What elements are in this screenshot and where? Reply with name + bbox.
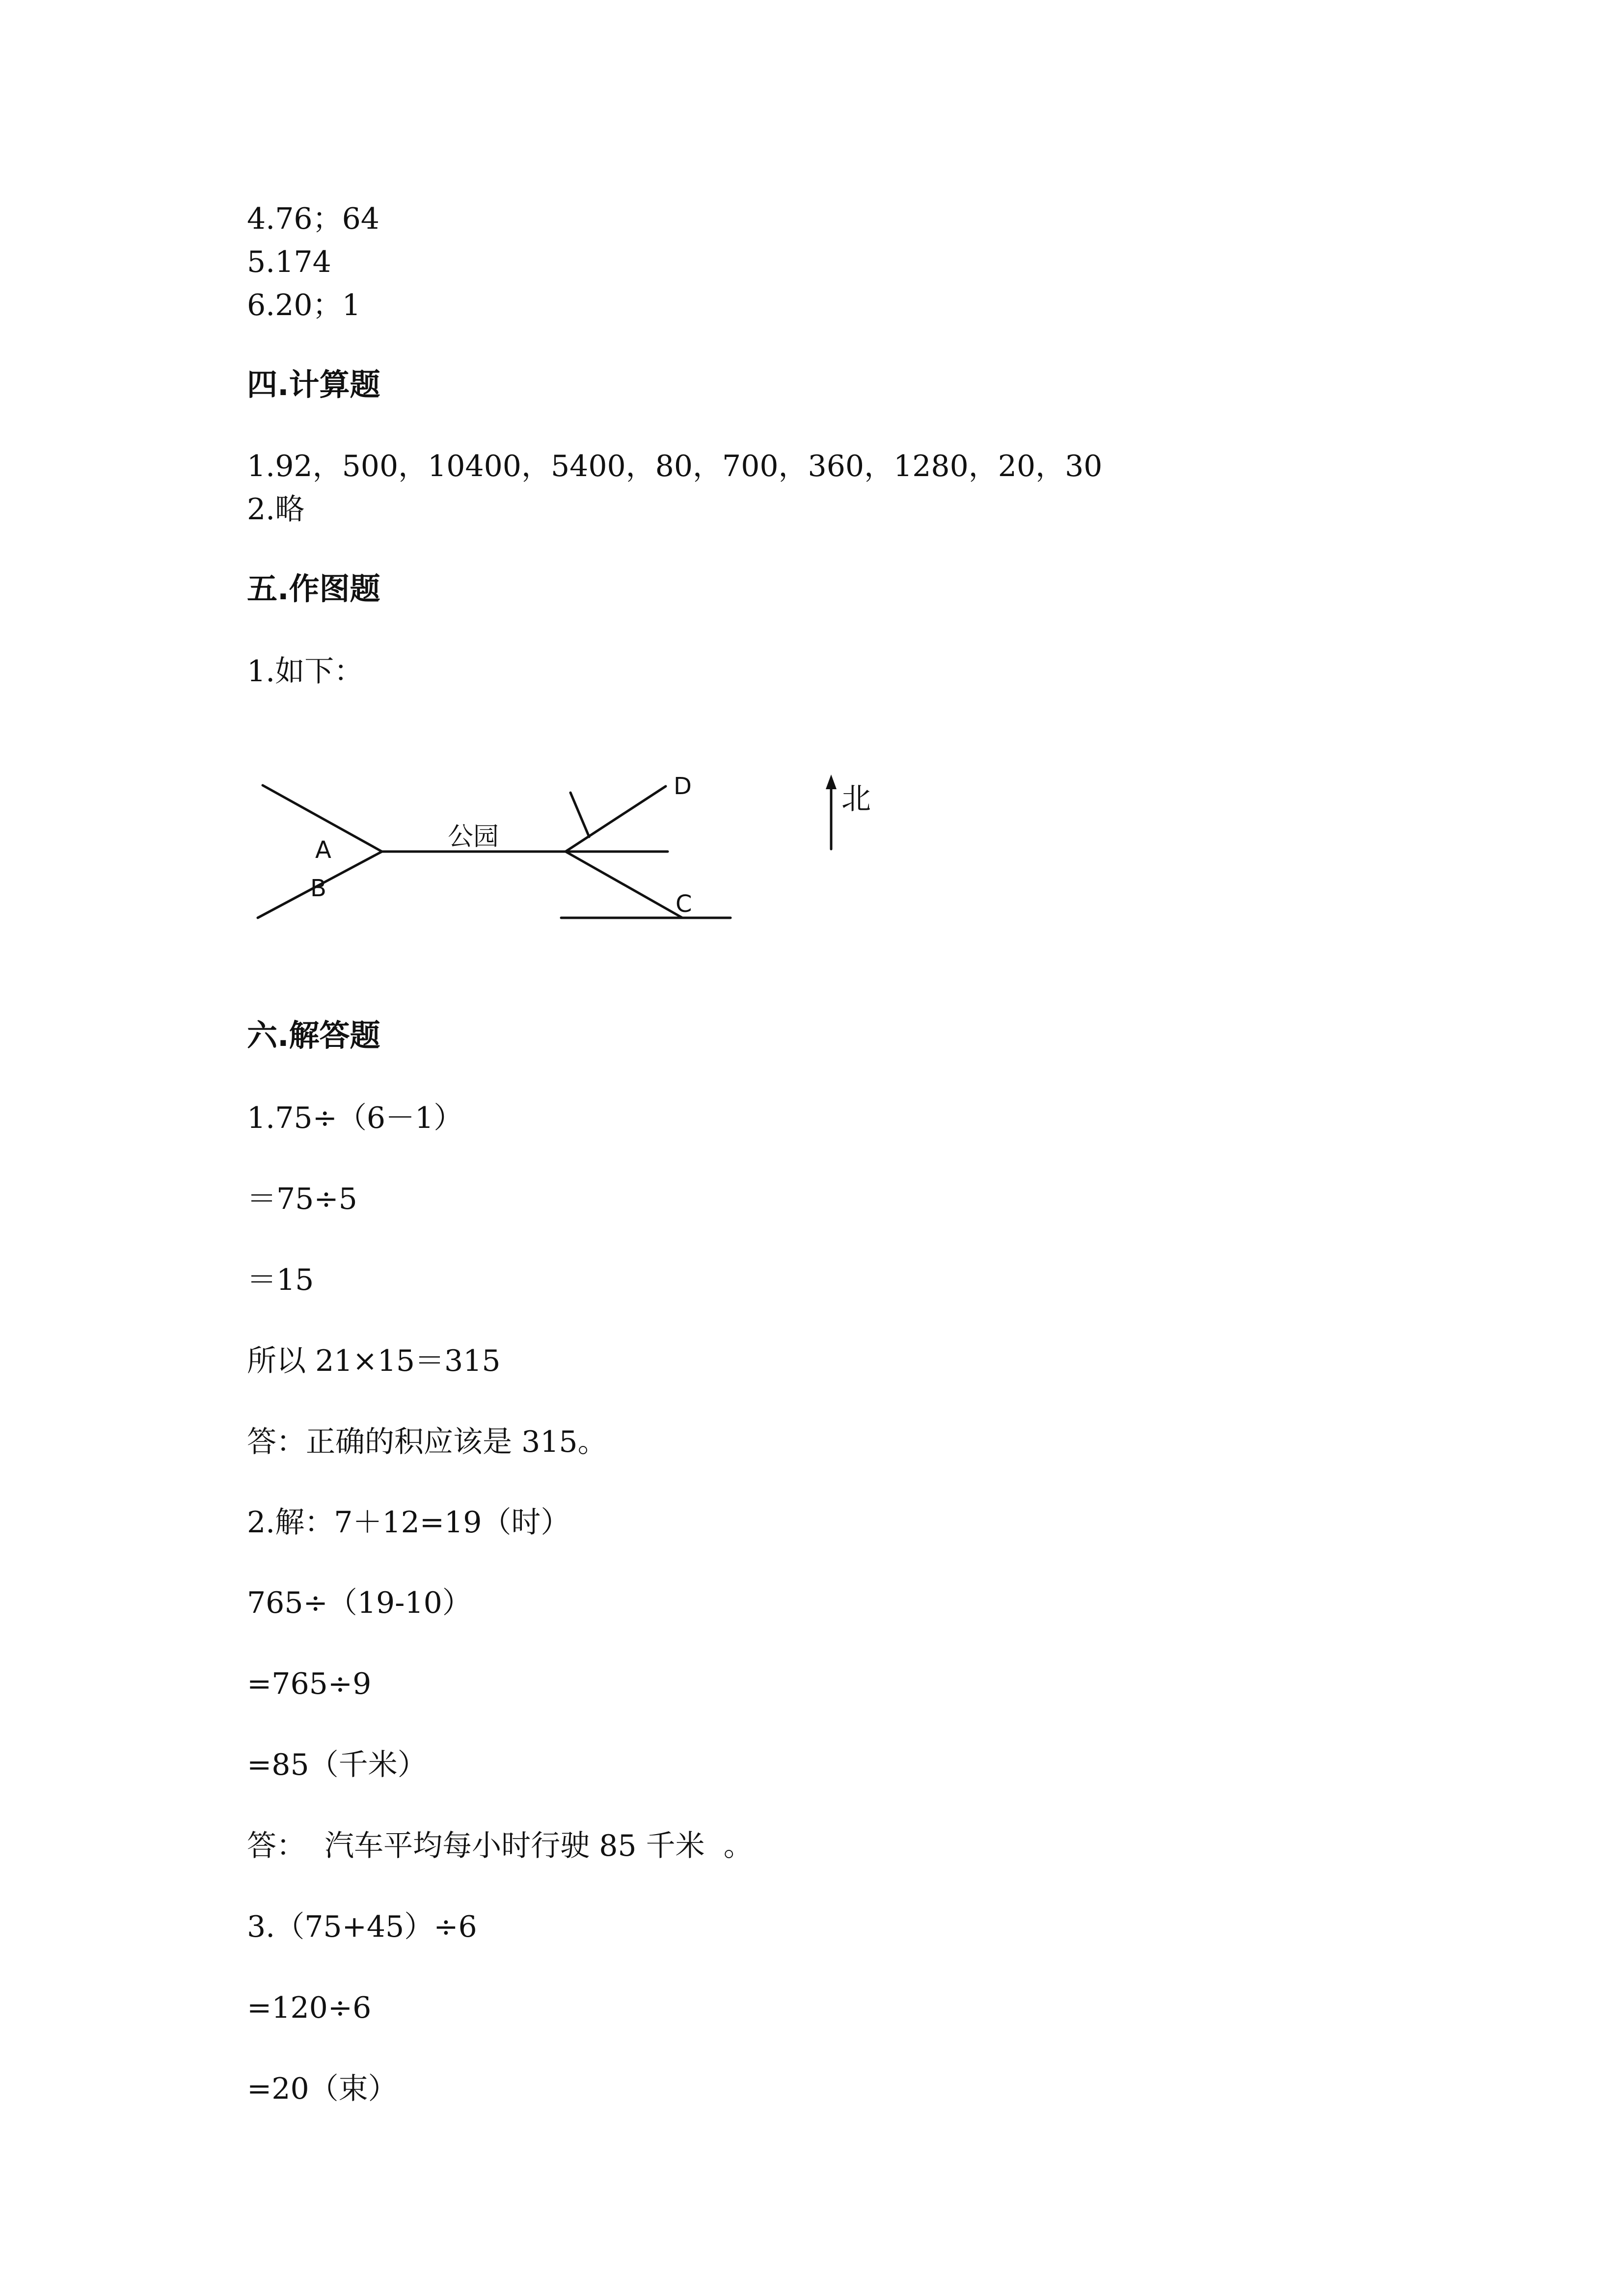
answer-line: 765÷（19-10） [247, 1586, 472, 1620]
label-d: D [674, 773, 692, 800]
label-b: B [310, 875, 326, 902]
label-a: A [315, 836, 331, 864]
label-north: 北 [841, 782, 871, 816]
answer-line: 所以 21×15＝315 [247, 1344, 501, 1378]
answer-line: =85（千米） [247, 1748, 427, 1782]
route-diagram [245, 751, 903, 957]
answer-line: 1.75÷（6－1） [247, 1101, 463, 1135]
answer-line: 答： 汽车平均每小时行驶 85 千米 。 [247, 1829, 753, 1863]
section-heading: 四.计算题 [247, 367, 380, 402]
label-c: C [676, 890, 692, 918]
answer-line: ＝75÷5 [247, 1182, 357, 1216]
answer-line: 6.20；1 [247, 288, 361, 322]
answer-line: 答：正确的积应该是 315。 [247, 1425, 607, 1459]
answer-line: =20（束） [247, 2072, 398, 2106]
answer-line: =120÷6 [247, 1991, 372, 2025]
answer-line: 5.174 [247, 245, 331, 279]
section-heading: 六.解答题 [247, 1017, 380, 1053]
road-to-c [566, 852, 682, 918]
answer-line: 2.略 [247, 492, 305, 527]
answer-line: 2.解：7＋12=19（时） [247, 1505, 570, 1540]
answer-line: =765÷9 [247, 1667, 372, 1701]
answer-line: 1.92，500，10400，5400，80，700，360，1280，20，30 [247, 449, 1103, 483]
section-heading: 五.作图题 [247, 571, 380, 607]
answer-line: ＝15 [247, 1263, 314, 1297]
answer-line: 4.76；64 [247, 202, 379, 236]
road-stub [570, 793, 589, 837]
north-arrow-head [826, 774, 837, 789]
answer-line: 1.如下： [247, 654, 364, 689]
label-park: 公园 [448, 822, 499, 852]
answer-line: 3.（75+45）÷6 [247, 1910, 477, 1944]
